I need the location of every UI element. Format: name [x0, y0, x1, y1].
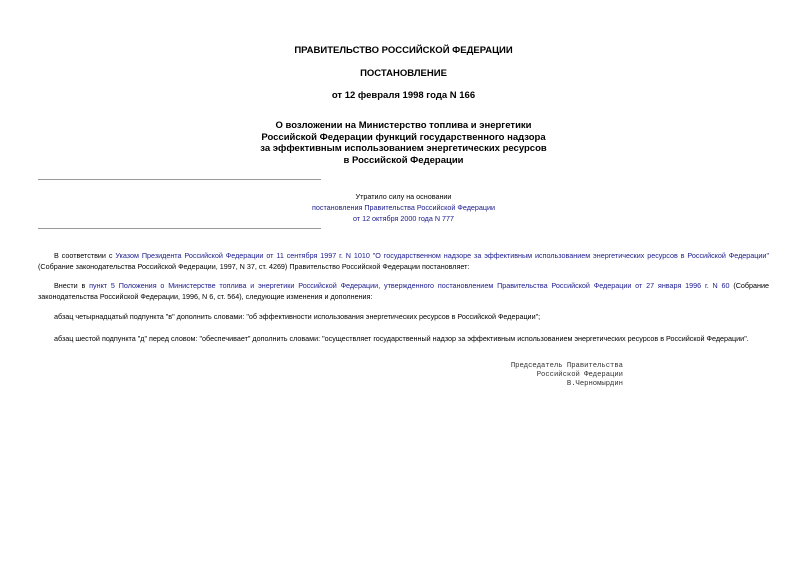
- title-line: за эффективным использованием энергетических ресурсов: [260, 143, 547, 154]
- paragraph-item-2: абзац шестой подпункта "д" перед словом: "обеспечивает" дополнить словами: "осуществляет государственный надзор за эффективным использованием энергетических ресурсов в Российской Федерации".: [54, 334, 749, 343]
- paragraph-item-1: абзац четырнадцатый подпункта "в" дополнить словами: "об эффективности использования энергетических ресурсов в Российской Федерации";: [54, 312, 541, 321]
- title-line: в Российской Федерации: [343, 154, 464, 166]
- repeal-decree-link-date[interactable]: от 12 октября 2000 года N 777: [352, 214, 455, 223]
- signature-name: В.Черномырдин: [566, 380, 623, 388]
- repeal-decree-link[interactable]: постановления Правительства Российской Федерации: [311, 203, 496, 212]
- document-date: от 12 февраля 1998 года N 166: [331, 90, 476, 101]
- signature-organization: Российской Федерации: [536, 371, 623, 379]
- divider-bottom: [38, 228, 321, 229]
- title-line: Российской Федерации функций государственного надзора: [261, 131, 546, 143]
- paragraph-text: В соответствии с: [54, 251, 116, 260]
- divider-top: [38, 179, 321, 180]
- status-note-link[interactable]: [0, 202, 807, 214]
- document-type: ПОСТАНОВЛЕНИЕ: [360, 68, 447, 79]
- signature-position: Председатель Правительства: [510, 362, 623, 370]
- title-line: О возложении на Министерство топлива и энергетики: [275, 120, 532, 131]
- paragraph-text: Внести в: [54, 281, 90, 290]
- paragraph-text: (Собрание законодательства Российской Федерации, 1996, N 6, ст. 564), следующие изменения и дополнения:: [38, 281, 770, 301]
- status-note-link-date[interactable]: [0, 213, 807, 225]
- paragraph-text: (Собрание законодательства Российской Федерации, 1997, N 37, ст. 4269) Правительство Российской Федерации постановляет:: [38, 262, 470, 271]
- paragraph-amendment: [38, 280, 769, 302]
- issuer-heading: ПРАВИТЕЛЬСТВО РОССИЙСКОЙ ФЕДЕРАЦИИ: [294, 45, 513, 56]
- document-title: [0, 120, 807, 166]
- status-note-text: Утратило силу на основании: [355, 192, 452, 201]
- paragraph-preamble: [38, 250, 769, 272]
- regulation-link[interactable]: пункт 5 Положения о Министерстве топлива и энергетики Российской Федерации, утвержденного постановлением Правительства Российской Федерации от 27 января 1996 г. N 60: [89, 281, 730, 290]
- presidential-decree-link[interactable]: Указом Президента Российской Федерации от 11 сентября 1997 г. N 1010 "О государственном надзоре за эффективным использованием энергетических ресурсов в Российской Федерации": [115, 251, 769, 260]
